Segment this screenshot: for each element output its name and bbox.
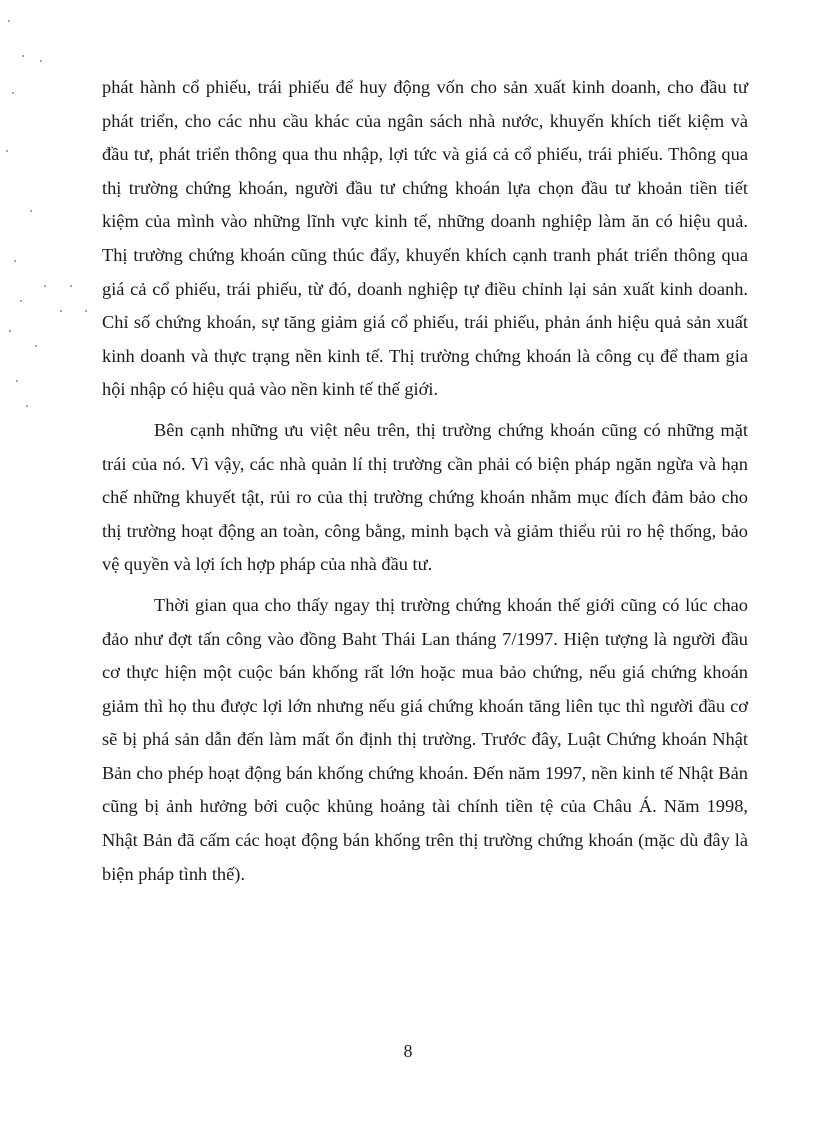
paragraph-3: Thời gian qua cho thấy ngay thị trường chứng khoán thế giới cũng có lúc chao đảo như đợt tấn công vào đồng Baht Thái Lan tháng 7/1997. Hiện tượng là người đầu cơ thực hiện một cuộc bán khống rất lớn hoặc mua bảo chứng, nếu giá chứng khoán giảm thì họ thu được lợi lớn nhưng nếu giá chứng khoán tăng liên tục thì người đầu cơ sẽ bị phá sản dẫn đến làm mất ổn định thị trường. Trước đây, Luật Chứng khoán Nhật Bản cho phép hoạt động bán khống chứng khoán. Đến năm 1997, nền kinh tế Nhật Bản cũng bị ảnh hưởng bởi cuộc khủng hoảng tài chính tiền tệ của Châu Á. Năm 1998, Nhật Bản đã cấm các hoạt động bán khống trên thị trường chứng khoán (mặc dù đây là biện pháp tình thế). — [102, 594, 748, 884]
page-number: 8 — [403, 1041, 413, 1061]
paragraph-2: Bên cạnh những ưu việt nêu trên, thị trường chứng khoán cũng có những mặt trái của nó. Vì vậy, các nhà quản lí thị trường cần phải có biện pháp ngăn ngừa và hạn chế những khuyết tật, rủi ro của thị trường chứng khoán nhằm mục đích đảm bảo cho thị trường hoạt động an toàn, công bằng, minh bạch và giảm thiểu rủi ro hệ thống, bảo vệ quyền và lợi ích hợp pháp của nhà đầu tư. — [102, 419, 748, 575]
paragraph-1: phát hành cổ phiếu, trái phiếu để huy động vốn cho sản xuất kinh doanh, cho đầu tư phát triển, cho các nhu cầu khác của ngân sách nhà nước, khuyến khích tiết kiệm và đầu tư, phát triển thông qua thu nhập, lợi tức và giá cả cổ phiếu, trái phiếu. Thông qua thị trường chứng khoán, người đầu tư chứng khoán lựa chọn đầu tư khoản tiền tiết kiệm của mình vào những lĩnh vực kinh tế, những doanh nghiệp làm ăn có hiệu quả. Thị trường chứng khoán cũng thúc đẩy, khuyến khích cạnh tranh phát triển thông qua giá cả cổ phiếu, trái phiếu, từ đó, doanh nghiệp tự điều chỉnh lại sản xuất kinh doanh. Chỉ số chứng khoán, sự tăng giảm giá cổ phiếu, trái phiếu, phản ánh hiệu quả sản xuất kinh doanh và thực trạng nền kinh tế. Thị trường chứng khoán là công cụ để tham gia hội nhập có hiệu quả vào nền kinh tế thế giới. — [102, 77, 748, 400]
body-text — [102, 71, 748, 891]
